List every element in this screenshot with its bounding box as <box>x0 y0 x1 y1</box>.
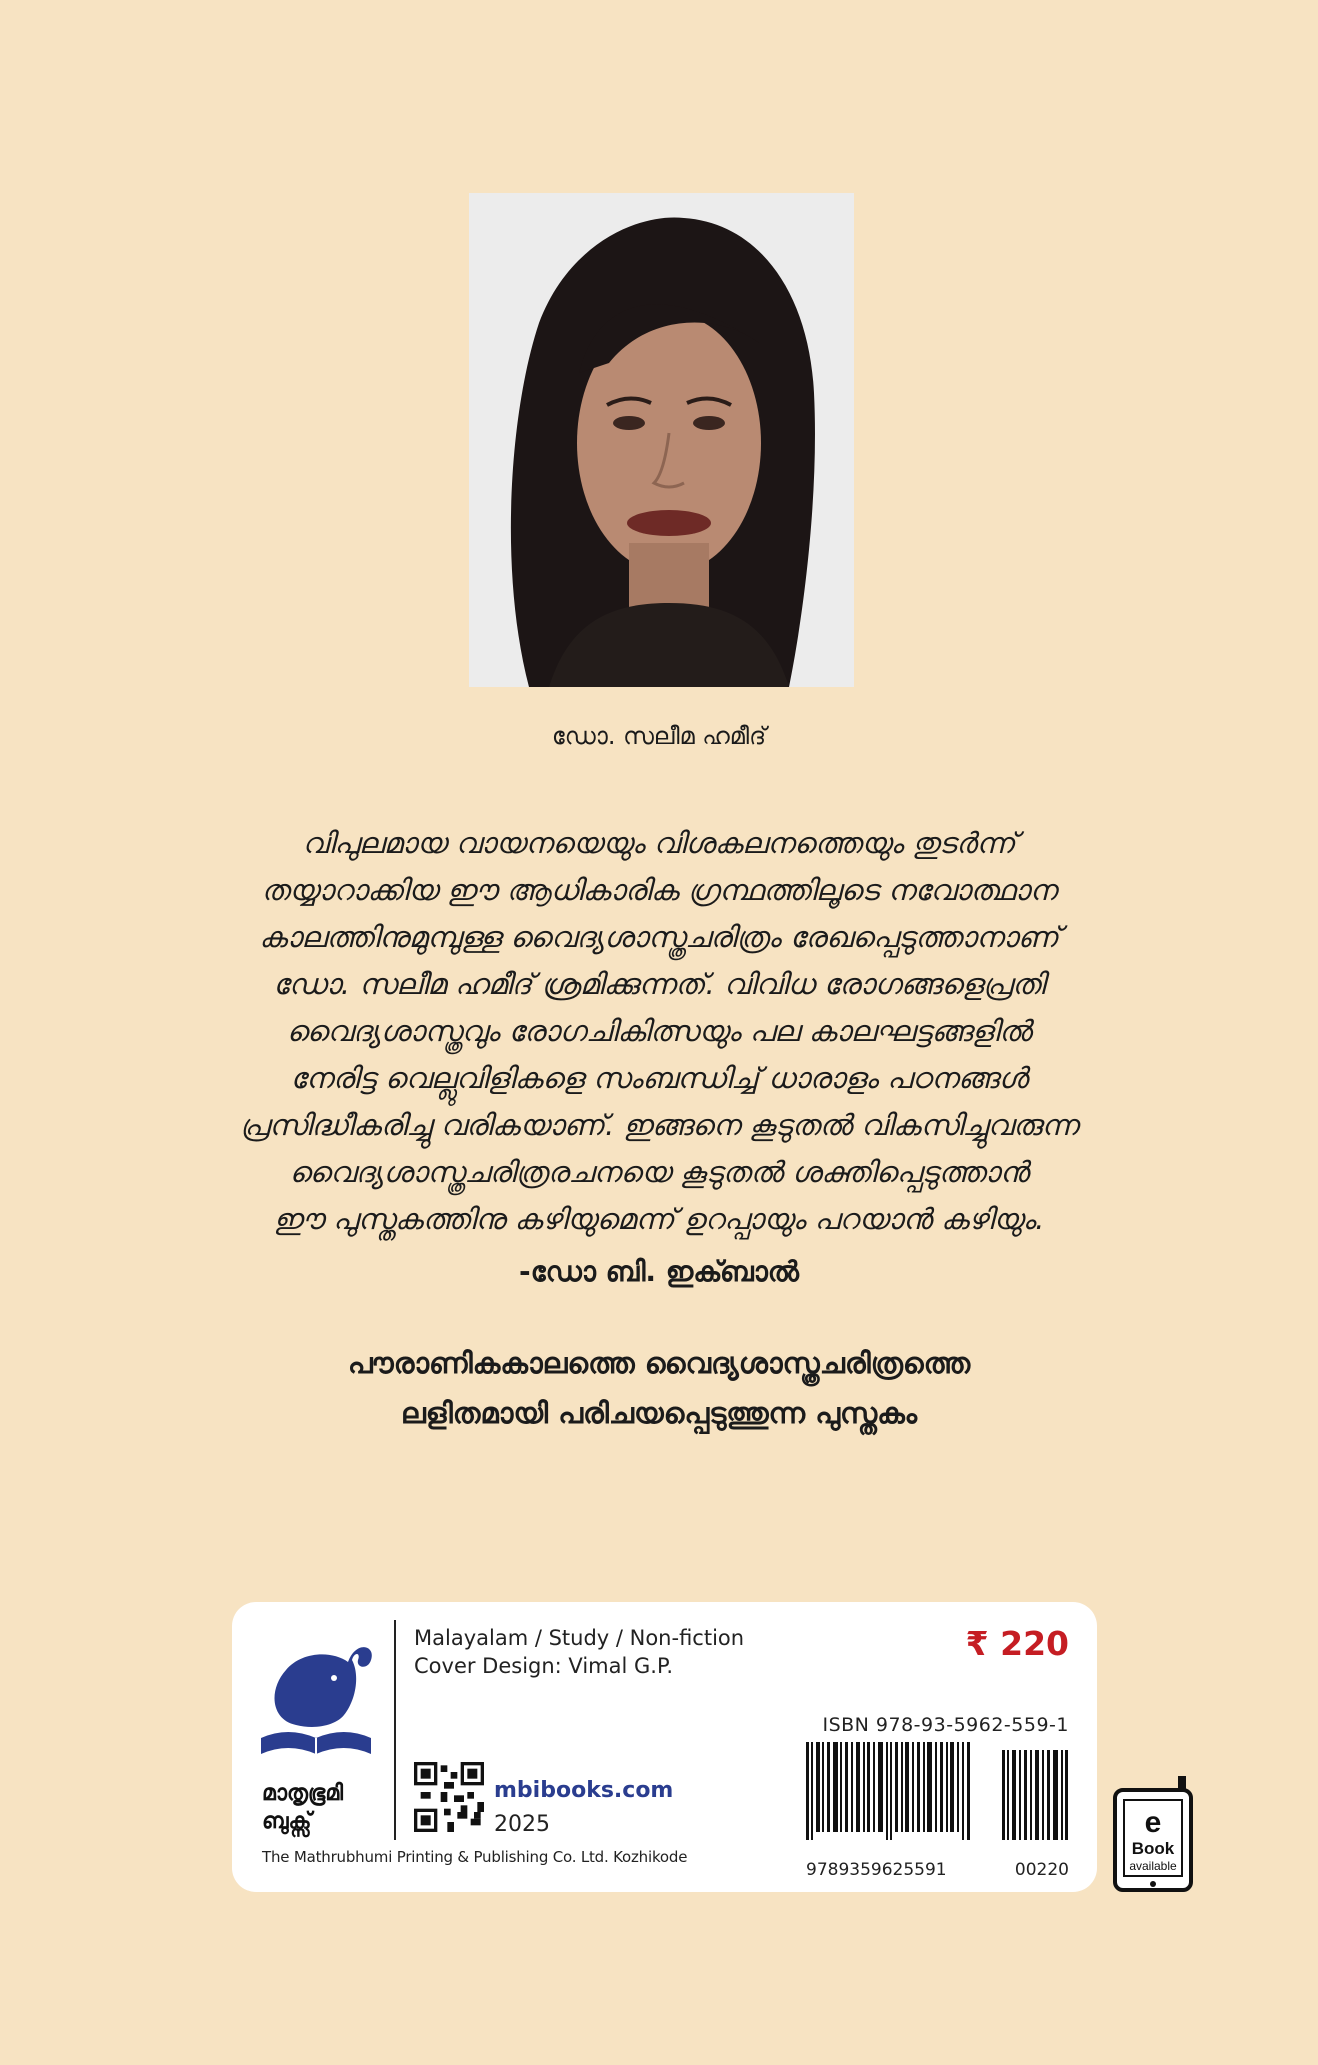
blurb-line: കാലത്തിനുമുമ്പുള്ള വൈദ്യശാസ്ത്രചരിത്രം രേഖപ്പെടുത്താനാണ് <box>259 920 1059 954</box>
publication-year: 2025 <box>494 1812 550 1837</box>
book-price: ₹ 220 <box>965 1624 1069 1663</box>
blurb-line: ഈ പുസ്തകത്തിനു കഴിയുമെന്ന് ഉറപ്പായും പറയാൻ കഴിയും. <box>273 1202 1045 1236</box>
blurb-line: വൈദ്യശാസ്ത്രചരിത്രരചനയെ കൂടുതൽ ശക്തിപ്പെടുത്താൻ <box>289 1155 1029 1189</box>
footer-divider <box>394 1620 396 1840</box>
cover-design-credit: Cover Design: Vimal G.P. <box>414 1654 674 1678</box>
blurb-attribution: -ഡോ ബി. ഇക്ബാൽ <box>518 1255 800 1288</box>
logo-text-line-2: ബുക്സ് <box>262 1809 312 1834</box>
blurb-line: തയ്യാറാക്കിയ ഈ ആധികാരിക ഗ്രന്ഥത്തിലൂടെ നവോത്ഥാന <box>261 873 1057 907</box>
book-meta <box>414 1624 744 1680</box>
blurb-text <box>170 820 1148 1243</box>
ebook-word: Book <box>1131 1839 1175 1858</box>
ebook-available: available <box>1129 1859 1177 1873</box>
footer-panel <box>232 1602 1097 1892</box>
elephant-book-logo-icon <box>256 1630 376 1770</box>
website-link: mbibooks.com <box>494 1778 674 1803</box>
ebook-available-badge <box>1112 1776 1194 1894</box>
tablet-icon <box>1112 1776 1194 1894</box>
blurb-line: ഡോ. സലീമ ഹമീദ് ശ്രമിക്കുന്നത്. വിവിധ രോഗങ്ങളെപ്രതി <box>273 967 1045 1001</box>
isbn-label: ISBN 978-93-5962-559-1 <box>822 1714 1069 1736</box>
tagline-line-2: ലളിതമായി പരിചയപ്പെടുത്തുന്ന പുസ്തകം <box>400 1396 917 1430</box>
barcode-main: 9789359625591 <box>806 1860 947 1880</box>
blurb-line: വൈദ്യശാസ്ത്രവും രോഗചികിത്സയും പല കാലഘട്ടങ്ങളിൽ <box>286 1014 1032 1048</box>
blurb-line: വിപുലമായ വായനയെയും വിശകലനത്തെയും തുടർന്ന് <box>302 826 1016 860</box>
publisher-logo-text <box>262 1780 343 1836</box>
book-category: Malayalam / Study / Non-fiction <box>414 1626 745 1650</box>
author-photo <box>469 193 854 687</box>
blurb-line: നേരിട്ട വെല്ലുവിളികളെ സംബന്ധിച്ച് ധാരാളം പഠനങ്ങൾ <box>290 1061 1028 1095</box>
barcode-addon: 00220 <box>1014 1860 1069 1880</box>
ebook-letter: e <box>1144 1806 1162 1839</box>
blurb-line: പ്രസിദ്ധീകരിച്ചു വരികയാണ്. ഇങ്ങനെ കൂടുതൽ വികസിച്ചുവരുന്ന <box>239 1108 1079 1142</box>
barcode-icon <box>806 1742 1069 1840</box>
author-caption: ഡോ. സലീമ ഹമീദ് <box>551 722 767 750</box>
qr-code-icon <box>414 1762 484 1832</box>
logo-text-line-1: മാതൃഭൂമി <box>262 1781 344 1806</box>
tagline-line-1: പൗരാണികകാലത്തെ വൈദ്യശാസ്ത്രചരിത്രത്തെ <box>347 1346 971 1380</box>
tagline <box>0 1338 1318 1438</box>
publisher-name: The Mathrubhumi Printing & Publishing Co. Ltd. Kozhikode <box>262 1848 688 1866</box>
